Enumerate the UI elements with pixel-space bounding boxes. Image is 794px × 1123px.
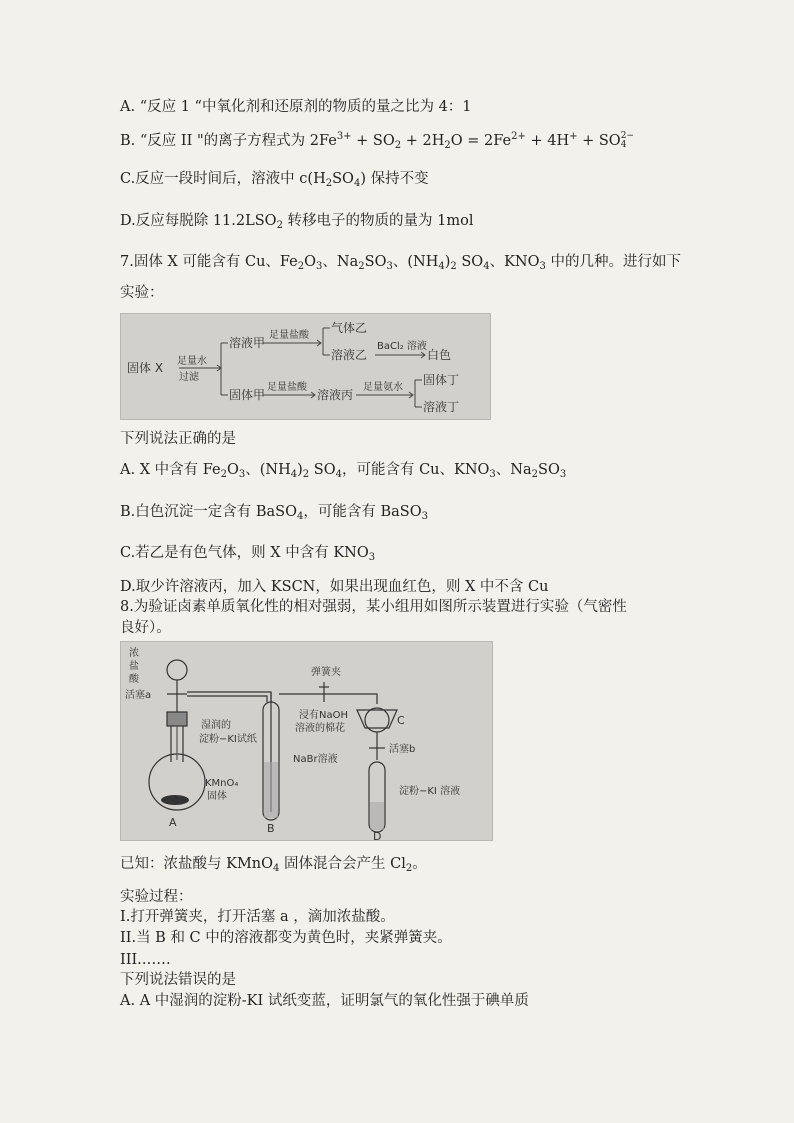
- label-stopcock-b: 活塞b: [389, 744, 416, 755]
- label-paper-1: 湿润的: [201, 720, 231, 731]
- label-cotton-1: 浸有NaOH: [299, 710, 348, 721]
- q7-option-a: A. X 中含有 $Fe_2O_3$、$(NH_4)_2$ $SO_4$，可能含有 Cu、$KNO_3$、$Na_2SO_3$: [120, 462, 567, 480]
- label-conc-1: 浓: [129, 648, 139, 659]
- q7-flow-chart: [120, 313, 491, 420]
- flow-hcl-1: 足量盐酸: [269, 330, 309, 341]
- q7-stem: 7.固体 X 可能含有 Cu、$Fe_2O_3$、$Na_2SO_3$、$(NH_4)_2$ $SO_4$、$KNO_3$ 中的几种。进行如下: [120, 254, 681, 272]
- flow-sol-a: 溶液甲: [229, 336, 266, 350]
- label-a: A: [169, 816, 177, 829]
- label-c: C: [397, 714, 405, 727]
- flow-water-top: 足量水: [177, 356, 207, 367]
- flow-bacl2: BaCl₂ 溶液: [377, 341, 427, 352]
- label-kmno4-2: 固体: [207, 791, 227, 802]
- label-ki-sol: 淀粉−KI 溶液: [399, 786, 461, 797]
- q8-question: 下列说法错误的是: [120, 972, 236, 988]
- q8-step-1: I.打开弹簧夹，打开活塞 a ，滴加浓盐酸。: [120, 909, 395, 925]
- q7-question: 下列说法正确的是: [120, 431, 236, 447]
- label-nabr: NaBr溶液: [293, 754, 338, 765]
- flow-water-bottom: 过滤: [179, 372, 199, 383]
- q7-option-d: D.取少许溶液丙，加入 KSCN，如果出现血红色，则 X 中不含 Cu: [120, 579, 549, 595]
- q7-option-b: B.白色沉淀一定含有 BaSO$_4$，可能含有 BaSO$_3$: [120, 504, 428, 522]
- label-d: D: [373, 830, 382, 840]
- q6-option-a: A. “反应 1 “中氧化剂和还原剂的物质的量之比为 4：1: [120, 99, 472, 115]
- q8-procedure-title: 实验过程：: [120, 889, 193, 905]
- label-paper-2: 淀粉−KI试纸: [199, 734, 257, 745]
- flow-nh3: 足量氨水: [363, 382, 403, 393]
- flow-sol-b: 溶液乙: [331, 348, 368, 362]
- q6-option-d: D.反应每脱除 $11.2LSO_2$ 转移电子的物质的量为 1mol: [120, 213, 474, 231]
- q8-stem: 8.为验证卤素单质氧化性的相对强弱，某小组用如图所示装置进行实验（气密性: [120, 599, 627, 615]
- flow-hcl-2: 足量盐酸: [267, 382, 307, 393]
- label-stopcock-a: 活塞a: [125, 690, 152, 701]
- q7-option-c: C.若乙是有色气体，则 X 中含有 $KNO_3$: [120, 545, 376, 563]
- q8-step-3: III.……: [120, 952, 171, 968]
- label-clip: 弹簧夹: [311, 667, 341, 678]
- label-kmno4-1: KMnO₄: [205, 778, 239, 789]
- label-cotton-2: 溶液的棉花: [295, 723, 345, 734]
- q8-apparatus-figure: [120, 641, 493, 841]
- flow-sol-d: 溶液丁: [423, 400, 460, 414]
- flow-solid-d: 固体丁: [423, 373, 460, 387]
- q6-option-b: B. “反应 II "的离子方程式为 $2Fe^{3+} + SO_2 + 2H_2O = 2Fe^{2+} + 4H^+$ + SO 2− 4: [120, 131, 634, 151]
- flow-solid-x: 固体 X: [127, 361, 164, 375]
- q8-option-a: A. A 中湿润的淀粉-KI 试纸变蓝，证明氯气的氧化性强于碘单质: [120, 993, 529, 1009]
- label-b: B: [267, 822, 275, 835]
- q7-stem-cont: 实验：: [120, 285, 164, 301]
- flow-solid-a: 固体甲: [229, 388, 266, 402]
- q6-option-c: C.反应一段时间后，溶液中 $c(H_2SO_4)$ 保持不变: [120, 171, 429, 189]
- q8-step-2: II.当 B 和 C 中的溶液都变为黄色时，夹紧弹簧夹。: [120, 930, 452, 946]
- flow-gas-b: 气体乙: [331, 321, 368, 335]
- flow-white: 白色: [427, 348, 452, 362]
- label-conc-2: 盐: [129, 661, 139, 672]
- label-conc-3: 酸: [129, 674, 139, 685]
- flow-sol-c: 溶液丙: [317, 388, 354, 402]
- q8-stem-cont: 良好）。: [120, 620, 171, 636]
- q8-known: 已知：浓盐酸与 KMnO$_4$ 固体混合会产生 $Cl_2$。: [120, 856, 427, 874]
